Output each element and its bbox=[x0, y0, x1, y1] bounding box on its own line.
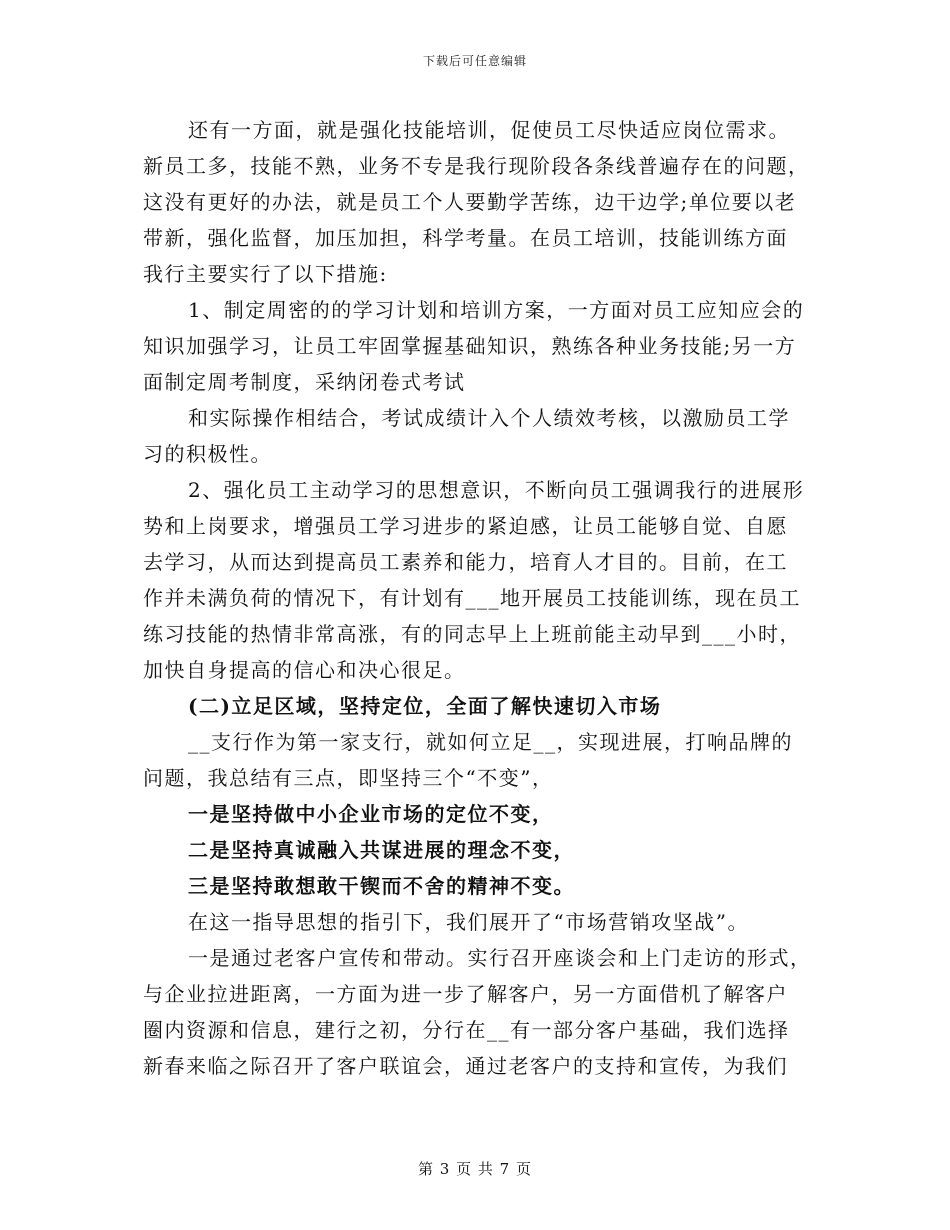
paragraph-line: __支行作为第一家支行，就如何立足__，实现进展，打响品牌的 bbox=[188, 730, 793, 754]
paragraph-line: 知识加强学习，让员工牢固掌握基础知识，熟练各种业务技能;另一方 bbox=[143, 334, 797, 358]
paragraph-line: 在这一指导思想的指引下，我们展开了“市场营销攻坚战”。 bbox=[188, 910, 749, 934]
bold-point: 三是坚持敢想敢干锲而不舍的精神不变。 bbox=[188, 874, 575, 898]
paragraph-line: 习的积极性。 bbox=[143, 442, 272, 466]
paragraph-line: 新春来临之际召开了客户联谊会，通过老客户的支持和宣传，为我们 bbox=[143, 1054, 788, 1078]
paragraph-line: 带新，强化监督，加压加担，科学考量。在员工培训，技能训练方面 bbox=[143, 226, 788, 250]
paragraph-line: 练习技能的热情非常高涨，有的同志早上上班前能主动早到___小时， bbox=[143, 622, 801, 646]
bold-point: 二是坚持真诚融入共谋进展的理念不变， bbox=[188, 838, 575, 862]
paragraph-line: 1、制定周密的的学习计划和培训方案，一方面对员工应知应会的 bbox=[188, 298, 805, 322]
paragraph-line: 圈内资源和信息，建行之初，分行在__有一部分客户基础，我们选择 bbox=[143, 1018, 790, 1042]
page-footer: 第 3 页 共 7 页 bbox=[418, 1160, 532, 1178]
paragraph-line: 新员工多，技能不熟，业务不专是我行现阶段各条线普遍存在的问题， bbox=[143, 154, 810, 178]
paragraph-line: 面制定周考制度，采纳闭卷式考试 bbox=[143, 370, 466, 394]
paragraph-line: 去学习，从而达到提高员工素养和能力，培育人才目的。目前，在工 bbox=[143, 550, 788, 574]
bold-point: 一是坚持做中小企业市场的定位不变， bbox=[188, 802, 554, 826]
section-heading: (二)立足区域，坚持定位，全面了解快速切入市场 bbox=[188, 694, 662, 718]
paragraph-line: 作并未满负荷的情况下，有计划有___地开展员工技能训练，现在员工 bbox=[143, 586, 801, 610]
paragraph-line: 还有一方面，就是强化技能培训，促使员工尽快适应岗位需求。 bbox=[188, 118, 790, 142]
paragraph-line: 问题，我总结有三点，即坚持三个“不变”， bbox=[143, 766, 554, 790]
paragraph-line: 势和上岗要求，增强员工学习进步的紧迫感，让员工能够自觉、自愿 bbox=[143, 514, 788, 538]
paragraph-line: 加快自身提高的信心和决心很足。 bbox=[143, 658, 466, 682]
paragraph-line: 与企业拉进距离，一方面为进一步了解客户，另一方面借机了解客户 bbox=[143, 982, 788, 1006]
page-header: 下载后可任意编辑 bbox=[422, 54, 527, 68]
document-body bbox=[143, 112, 812, 1084]
paragraph-line: 和实际操作相结合，考试成绩计入个人绩效考核，以激励员工学 bbox=[188, 406, 790, 430]
paragraph-line: 这没有更好的办法，就是员工个人要勤学苦练，边干边学;单位要以老 bbox=[143, 190, 797, 214]
paragraph-line: 我行主要实行了以下措施: bbox=[143, 262, 388, 286]
paragraph-line: 2、强化员工主动学习的思想意识，不断向员工强调我行的进展形 bbox=[188, 478, 805, 502]
paragraph-line: 一是通过老客户宣传和带动。实行召开座谈会和上门走访的形式， bbox=[188, 946, 812, 970]
